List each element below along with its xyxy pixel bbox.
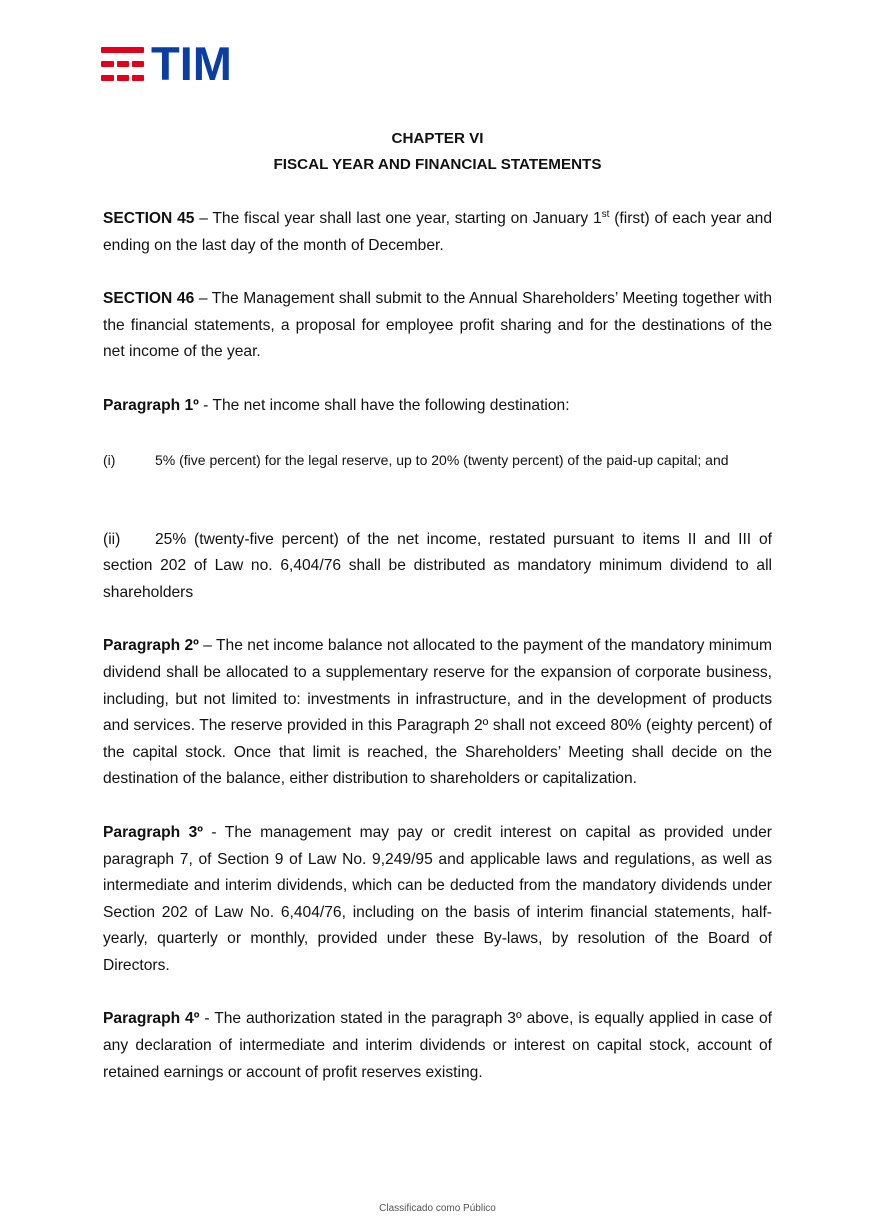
list-item-i-number: (i) [103, 451, 116, 468]
paragraph-2-label: Paragraph 2º [103, 637, 199, 655]
paragraph-3 [103, 820, 772, 980]
section-46-text: – The Management shall submit to the Annual Shareholders’ Meeting together with the financial statements, a proposal for employee profit sharing and for the destinations of the net income of the year. [103, 290, 772, 361]
paragraph-3-text: - The management may pay or credit interest on capital as provided under paragraph 7, of Section 9 of Law No. 9,249/95 and applicable laws and regulations, as well as intermediate and interim dividends, which can be deducted from the mandatory dividends under Section 202 of Law No. 6,404/76, including on the basis of interim financial statements, half-yearly, quarterly or monthly, provided under these By-laws, by resolution of the Board of Directors. [103, 823, 772, 974]
paragraph-2-text: – The net income balance not allocated to the payment of the mandatory minimum dividend shall be allocated to a supplementary reserve for the expansion of corporate business, including, but not limited to: investments in infrastructure, and in the development of products and services. The reserve provided in this Paragraph 2º shall not exceed 80% (eighty percent) of the capital stock. Once that limit is reached, the Shareholders’ Meeting shall decide on the destination of the balance, either distribution to shareholders or capitalization. [103, 637, 772, 788]
list-item-ii-text: 25% (twenty-five percent) of the net income, restated pursuant to items II and III of section 202 of Law no. 6,404/76 shall be distributed as mandatory minimum dividend to all shareholders [103, 530, 772, 601]
chapter-heading: CHAPTER VI [391, 130, 484, 147]
section-46 [103, 286, 772, 366]
paragraph-2 [103, 633, 772, 793]
section-45-text-b: (first) of each year and ending on the last day of the month of December. [103, 210, 772, 254]
tim-logo [101, 37, 232, 90]
chapter-title: FISCAL YEAR AND FINANCIAL STATEMENTS [273, 156, 602, 173]
section-45-sup: st [601, 208, 610, 220]
list-item-i-text: 5% (five percent) for the legal reserve, up to 20% (twenty percent) of the paid-up capital; and [155, 451, 729, 468]
list-item-ii-number: (ii) [103, 530, 121, 548]
list-item-ii [103, 527, 772, 607]
paragraph-1-label: Paragraph 1º [103, 396, 199, 414]
paragraph-1 [103, 393, 772, 420]
document-body [103, 126, 772, 1086]
paragraph-1-text: - The net income shall have the following destination: [198, 396, 570, 414]
paragraph-3-label: Paragraph 3º [103, 823, 203, 841]
section-45-text-a: – The fiscal year shall last one year, starting on January 1 [194, 210, 602, 227]
classification-footer: Classificado como Público [379, 1203, 496, 1214]
tim-logo-text: TIM [151, 37, 232, 90]
section-45 [103, 206, 772, 259]
paragraph-4 [103, 1006, 772, 1086]
section-45-label: SECTION 45 [103, 210, 195, 227]
section-46-label: SECTION 46 [103, 290, 195, 308]
tim-logo-mark-icon [101, 45, 147, 83]
paragraph-4-text: - The authorization stated in the paragraph 3º above, is equally applied in case of any declaration of intermediate and interim dividends or interest on capital stock, account of retained earnings or account of profit reserves existing. [103, 1010, 772, 1081]
list-item-i [103, 447, 772, 473]
paragraph-4-label: Paragraph 4º [103, 1010, 200, 1028]
